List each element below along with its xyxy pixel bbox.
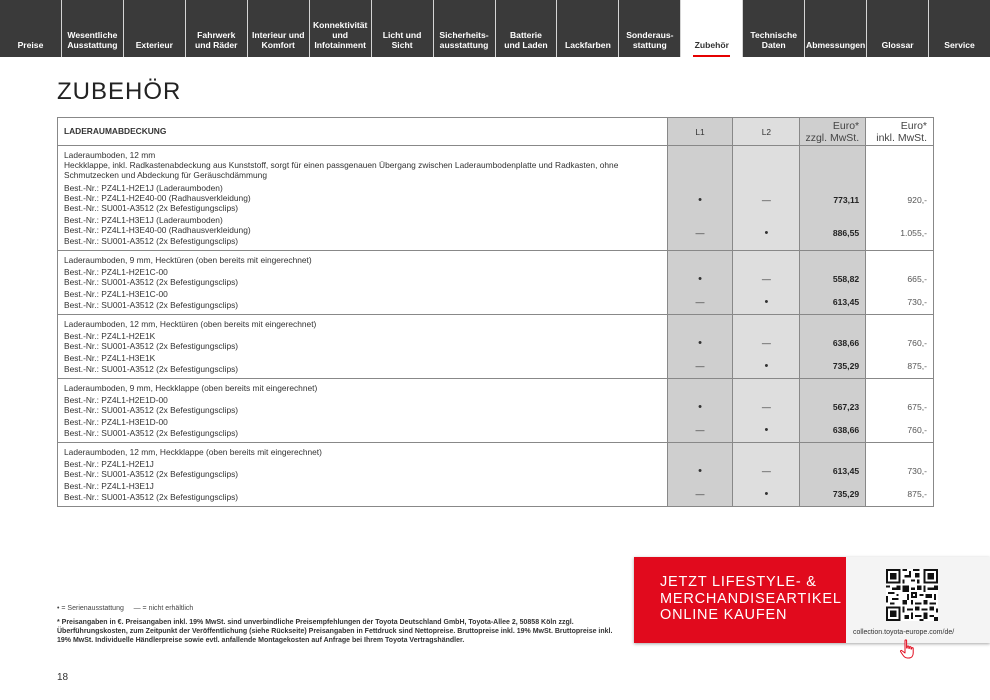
price-net: 613,45 (832, 466, 860, 477)
availability-l1: — (695, 488, 705, 499)
order-number: Best.-Nr.: PZ4L1-H2E1C-00 (64, 267, 168, 278)
item-title: Laderaumboden, 9 mm, Hecktüren (oben bereits mit eingerechnet) (64, 254, 312, 265)
availability-l1: • (698, 337, 702, 350)
availability-l1-cell (667, 146, 733, 250)
promo-qr-panel[interactable] (846, 557, 990, 643)
availability-l1: • (698, 273, 702, 286)
promo-text-link[interactable]: JETZT LIFESTYLE- & MERCHANDISEARTIKEL ONLINE KAUFEN (634, 557, 846, 643)
availability-l2-cell (732, 379, 799, 442)
availability-l2: — (761, 466, 771, 477)
nav-tab[interactable]: Zubehör (681, 0, 743, 57)
availability-l2: — (761, 338, 771, 349)
price-net: 735,29 (832, 488, 860, 499)
price-net-cell (799, 315, 865, 378)
price-gross: 675,- (907, 402, 927, 413)
nav-tab[interactable]: Batterie und Laden (496, 0, 558, 57)
nav-tab[interactable]: Service (944, 40, 975, 50)
table-row (58, 443, 933, 506)
availability-l2: • (764, 359, 769, 372)
price-gross: 875,- (907, 488, 927, 499)
price-net: 638,66 (832, 424, 860, 435)
availability-l1: — (695, 227, 705, 238)
legend-not-available: — = nicht erhältlich (133, 605, 194, 612)
order-number: Best.-Nr.: PZ4L1-H2E40-00 (Radhausverkleidung) (64, 192, 251, 203)
item-title: Laderaumboden, 12 mm, Hecktüren (oben bereits mit eingerechnet) (64, 318, 317, 329)
nav-tab[interactable]: Preise (0, 0, 62, 57)
accessories-table (57, 117, 934, 507)
price-gross-cell (865, 315, 933, 378)
price-net-cell (799, 379, 865, 442)
merchandise-promo-banner[interactable] (634, 557, 990, 643)
order-number: Best.-Nr.: SU001-A3512 (2x Befestigungsclips) (64, 277, 239, 288)
price-gross: 1.055,- (900, 227, 927, 238)
availability-l1-cell (667, 315, 733, 378)
price-net-cell (799, 251, 865, 314)
order-number: Best.-Nr.: PZ4L1-H3E40-00 (Radhausverkleidung) (64, 225, 251, 236)
table-row (58, 379, 933, 443)
order-number: Best.-Nr.: PZ4L1-H3E1K (64, 353, 156, 364)
availability-l1-cell (667, 379, 733, 442)
availability-l2-cell (732, 146, 799, 250)
availability-l1-cell (667, 443, 733, 506)
order-number: Best.-Nr.: PZ4L1-H2E1J (64, 459, 154, 470)
order-number: Best.-Nr.: SU001-A3512 (2x Befestigungsclips) (64, 363, 239, 374)
item-description (58, 251, 667, 314)
order-number: Best.-Nr.: SU001-A3512 (2x Befestigungsclips) (64, 469, 239, 480)
availability-l2-cell (732, 251, 799, 314)
price-gross-cell (865, 251, 933, 314)
price-footnote: * Preisangaben in €. Preisangaben inkl. 19% MwSt. sind unverbindliche Preisempfehlungen der Toyota Deutschland GmbH, Toyota-Allee 2, 50858 Köln zzgl. Überführungskosten, zum Zeitpunkt der Veröffentlichung (siehe Rückseite) Preisangaben in Fettdruck sind Nettopreise. Bruttopreise inkl. 19% MwSt. Bruttopreise inkl. 19% MwSt. Individuelle Händlerpreise sowie evtl. anfallende Montagekosten auf Anfrage bei Ihrem Toyota Vertragshändler. (57, 619, 613, 644)
availability-l1-cell (667, 251, 733, 314)
section-heading: LADERAUMABDECKUNG (64, 126, 167, 137)
price-gross: 875,- (907, 360, 927, 371)
price-gross: 920,- (907, 194, 927, 205)
price-net: 558,82 (832, 274, 860, 285)
availability-l2: • (764, 423, 769, 436)
nav-tab[interactable]: Wesentliche Ausstattung (62, 0, 124, 57)
price-net-cell (799, 443, 865, 506)
order-number: Best.-Nr.: PZ4L1-H2E1D-00 (64, 395, 168, 406)
order-number: Best.-Nr.: PZ4L1-H3E1J (Laderaumboden) (64, 215, 223, 226)
item-title: Laderaumboden, 9 mm, Heckklappe (oben bereits mit eingerechnet) (64, 382, 318, 393)
price-net: 886,55 (832, 227, 860, 238)
pointing-hand-icon (899, 639, 917, 659)
column-header-price-net: Euro* zzgl. MwSt. (799, 118, 865, 145)
availability-l1: — (695, 424, 705, 435)
order-number: Best.-Nr.: PZ4L1-H3E1C-00 (64, 289, 168, 300)
order-number: Best.-Nr.: SU001-A3512 (2x Befestigungsclips) (64, 427, 239, 438)
availability-l1: — (695, 360, 705, 371)
order-number: Best.-Nr.: PZ4L1-H3E1J (64, 481, 154, 492)
availability-l2-cell (732, 315, 799, 378)
availability-l2-cell (732, 443, 799, 506)
price-net: 735,29 (832, 360, 860, 371)
nav-tab[interactable]: Glossar (867, 0, 929, 57)
price-gross: 665,- (907, 274, 927, 285)
nav-tab[interactable]: Lackfarben (557, 0, 619, 57)
nav-tab[interactable]: Technische Daten (743, 0, 805, 57)
price-net: 613,45 (832, 296, 860, 307)
price-net: 773,11 (833, 194, 860, 205)
price-gross-cell (865, 146, 933, 250)
table-row (58, 251, 933, 315)
availability-l1: • (698, 465, 702, 478)
legend-series: • = Serienausstattung (57, 605, 124, 612)
item-description (58, 443, 667, 506)
availability-l2: • (764, 295, 769, 308)
price-gross: 760,- (907, 338, 927, 349)
column-header-l2: L2 (732, 118, 799, 145)
top-navigation (0, 0, 990, 57)
availability-l2: — (761, 402, 771, 413)
table-row (58, 146, 933, 251)
order-number: Best.-Nr.: SU001-A3512 (2x Befestigungsclips) (64, 235, 239, 246)
availability-l2: • (764, 487, 769, 500)
page-number: 18 (57, 672, 69, 683)
qr-code-icon[interactable] (886, 569, 938, 621)
order-number: Best.-Nr.: PZ4L1-H3E1D-00 (64, 417, 168, 428)
order-number: Best.-Nr.: PZ4L1-H2E1J (Laderaumboden) (64, 182, 223, 193)
nav-tab[interactable]: Konnektivität und Infotainment (310, 0, 372, 57)
item-title: Laderaumboden, 12 mm (64, 150, 156, 160)
availability-l2: • (764, 226, 769, 239)
price-gross-cell (865, 443, 933, 506)
nav-tab[interactable]: Sonderaus- stattung (619, 0, 681, 57)
price-gross: 760,- (907, 424, 927, 435)
availability-l2: — (761, 274, 771, 285)
price-gross-cell (865, 379, 933, 442)
price-gross: 730,- (907, 466, 927, 477)
price-gross: 730,- (907, 296, 927, 307)
page-title: ZUBEHÖR (57, 78, 182, 105)
item-description (58, 379, 667, 442)
nav-tab[interactable]: Licht und Sicht (372, 0, 434, 57)
column-header-l1: L1 (667, 118, 733, 145)
availability-l1: • (698, 193, 702, 206)
item-title: Laderaumboden, 12 mm, Heckklappe (oben bereits mit eingerechnet) (64, 446, 322, 457)
order-number: Best.-Nr.: PZ4L1-H2E1K (64, 331, 156, 342)
order-number: Best.-Nr.: SU001-A3512 (2x Befestigungsclips) (64, 299, 239, 310)
order-number: Best.-Nr.: SU001-A3512 (2x Befestigungsclips) (64, 491, 239, 502)
order-number: Best.-Nr.: SU001-A3512 (2x Befestigungsclips) (64, 203, 239, 214)
nav-tab[interactable]: Exterieur (124, 0, 186, 57)
nav-tab[interactable]: Fahrwerk und Räder (186, 0, 248, 57)
order-number: Best.-Nr.: SU001-A3512 (2x Befestigungsclips) (64, 405, 239, 416)
nav-tab[interactable]: Abmessungen (805, 0, 867, 57)
price-net: 567,23 (832, 402, 860, 413)
item-description (58, 146, 667, 250)
order-number: Best.-Nr.: SU001-A3512 (2x Befestigungsclips) (64, 341, 239, 352)
availability-l2: — (761, 194, 771, 205)
price-net: 638,66 (832, 338, 860, 349)
item-description (58, 315, 667, 378)
nav-tab[interactable]: Sicherheits- ausstattung (434, 0, 496, 57)
availability-l1: — (695, 296, 705, 307)
item-subtitle: Heckklappe, inkl. Radkastenabdeckung aus Kunststoff, sorgt für einen passgenauen Übergang zwischen Laderaumbodenplatte und Radkasten, ohne Schmutzecken und Abdeckung für Geräuschdämmung (64, 160, 619, 181)
legend (57, 605, 193, 612)
nav-tab[interactable]: Interieur und Komfort (248, 0, 310, 57)
table-row (58, 315, 933, 379)
availability-l1: • (698, 401, 702, 414)
price-net-cell (799, 146, 865, 250)
promo-url[interactable]: collection.toyota-europe.com/de/ (853, 629, 955, 636)
column-header-price-gross: Euro* inkl. MwSt. (865, 118, 933, 145)
table-header-row (58, 118, 933, 146)
